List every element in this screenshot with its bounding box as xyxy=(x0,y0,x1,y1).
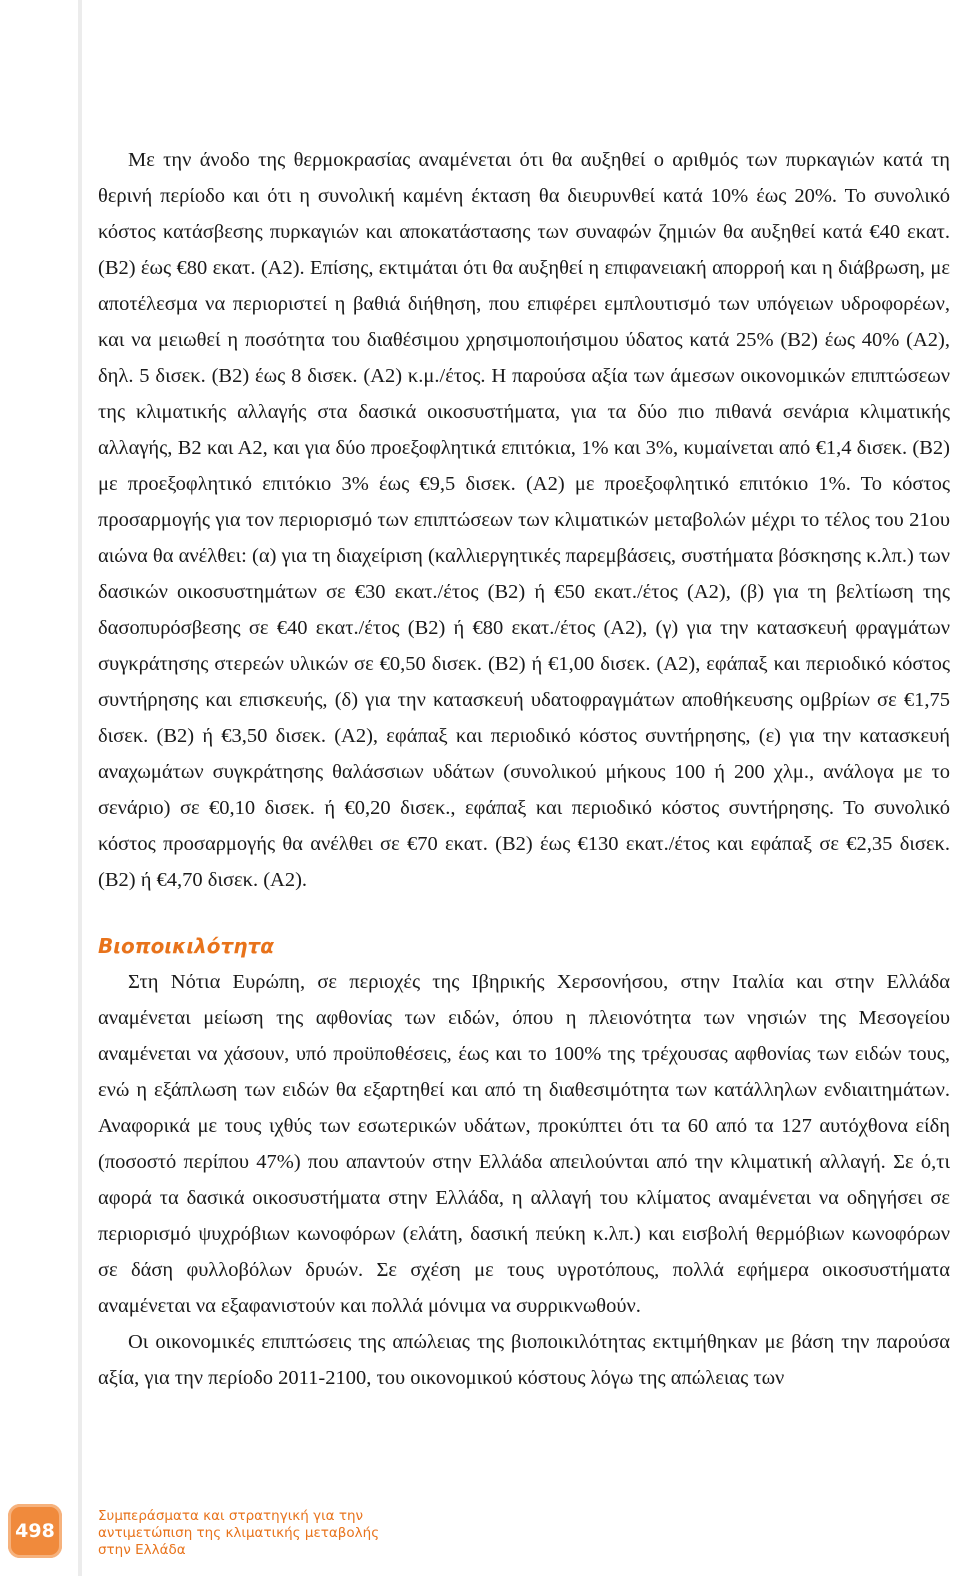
page-footer xyxy=(0,1490,960,1576)
running-title-line-2: αντιμετώπιση της κλιματικής μεταβολής xyxy=(98,1525,380,1541)
page-content xyxy=(98,142,950,1396)
footer-rule xyxy=(78,1496,82,1576)
page-number: 498 xyxy=(15,1520,55,1542)
running-title xyxy=(98,1508,498,1559)
paragraph-economic-impacts: Οι οικονομικές επιπτώσεις της απώλειας της βιοποικιλότητας εκτιμήθηκαν με βάση την παρούσα αξία, για την περίοδο 2011-2100, του οικονομικού κόστους λόγω της απώλειας των xyxy=(98,1331,950,1389)
section-heading-biodiversity: Βιοποικιλότητα xyxy=(98,934,275,958)
margin-rule xyxy=(78,0,82,1576)
paragraph-forests-costs: Με την άνοδο της θερμοκρασίας αναμένεται ότι θα αυξηθεί ο αριθμός των πυρκαγιών κατά τη θερινή περίοδο και ότι η συνολική καμένη έκταση θα διευρυνθεί κατά 10% έως 20%. Το συνολικό κόστος κατάσβεσης πυρκαγιών και αποκατάστασης των συναφών ζημιών θα αυξηθεί κατά €40 εκατ. (Β2) έως €80 εκατ. (Α2). Επίσης, εκτιμάται ότι θα αυξηθεί η επιφανειακή απορροή και η διάβρωση, με αποτέλεσμα να περιοριστεί η βαθιά διήθηση, που επιφέρει εμπλουτισμό των υπόγειων υδροφορέων, και να μειωθεί η ποσότητα του διαθέσιμου χρησιμοποιήσιμου ύδατος κατά 25% (Β2) έως 40% (Α2), δηλ. 5 δισεκ. (Β2) έως 8 δισεκ. (Α2) κ.μ./έτος. Η παρούσα αξία των άμεσων οικονομικών επιπτώσεων της κλιματικής αλλαγής στα δασικά οικοσυστήματα, για τα δύο πιο πιθανά σενάρια κλιματικής αλλαγής, Β2 και Α2, και για δύο προεξοφλητικά επιτόκια, 1% και 3%, κυμαίνεται από €1,4 δισεκ. (Β2) με προεξοφλητικό επιτόκιο 3% έως €9,5 δισεκ. (Α2) με προεξοφλητικό επιτόκιο 1%. Το κόστος προσαρμογής για τον περιορισμό των επιπτώσεων των κλιματικών μεταβολών μέχρι το τέλος του 21ου αιώνα θα ανέλθει: (α) για τη διαχείριση (καλλιεργητικές παρεμβάσεις, συστήματα βόσκησης κ.λπ.) των δασικών οικοσυστημάτων σε €30 εκατ./έτος (Β2) ή €50 εκατ./έτος (Α2), (β) για τη βελτίωση της δασοπυρόσβεσης σε €40 εκατ./έτος (Β2) ή €80 εκατ./έτος (Α2), (γ) για την κατασκευή φραγμάτων συγκράτησης στερεών υλικών σε €0,50 δισεκ. (Β2) ή €1,00 δισεκ. (Α2), εφάπαξ και περιοδικό κόστος συντήρησης και επισκευής, (δ) για την κατασκευή υδατοφραγμάτων αποθήκευσης ομβρίων σε €1,75 δισεκ. (Β2) ή €3,50 δισεκ. (Α2), εφάπαξ και περιοδικό κόστος συντήρησης, (ε) για την κατασκευή αναχωμάτων συγκράτησης θαλάσσιων υδάτων (συνολικού μήκους 100 ή 200 χλμ., ανάλογα με το σενάριο) σε €0,10 δισεκ. ή €0,20 δισεκ., εφάπαξ και περιοδικό κόστος συντήρησης. Το συνολικό κόστος προσαρμογής θα ανέλθει σε €70 εκατ. (Β2) έως €130 εκατ./έτος και εφάπαξ σε €2,35 δισεκ. (Β2) ή €4,70 δισεκ. (Α2). xyxy=(98,149,950,891)
running-title-line-3: στην Ελλάδα xyxy=(98,1542,186,1558)
page-number-badge xyxy=(8,1504,62,1558)
paragraph-biodiversity: Στη Νότια Ευρώπη, σε περιοχές της Ιβηρικής Χερσονήσου, στην Ιταλία και στην Ελλάδα αναμένεται μείωση της αφθονίας των ειδών, όπου η πλειονότητα των νησιών της Μεσογείου αναμένεται να χάσουν, υπό προϋποθέσεις, έως και το 100% της τρέχουσας αφθονίας των ειδών τους, ενώ η εξάπλωση των ειδών θα εξαρτηθεί και από τη διαθεσιμότητα των κατάλληλων ενδιαιτημάτων. Αναφορικά με τους ιχθύς των εσωτερικών υδάτων, προκύπτει ότι τα 60 από τα 127 αυτόχθονα είδη (ποσοστό περίπου 47%) που απαντούν στην Ελλάδα απειλούνται από την κλιματική αλλαγή. Σε ό,τι αφορά τα δασικά οικοσυστήματα στην Ελλάδα, η αλλαγή του κλίματος αναμένεται να οδηγήσει σε περιορισμό ψυχρόβιων κωνοφόρων (ελάτη, δασική πεύκη κ.λπ.) και εισβολή θερμόβιων κωνοφόρων σε δάση φυλλοβόλων δρυών. Σε σχέση με τους υγροτόπους, πολλά εφήμερα οικοσυστήματα αναμένεται να εξαφανιστούν και πολλά μόνιμα να συρρικνωθούν. xyxy=(98,971,950,1317)
running-title-line-1: Συμπεράσματα και στρατηγική για την xyxy=(98,1508,364,1524)
